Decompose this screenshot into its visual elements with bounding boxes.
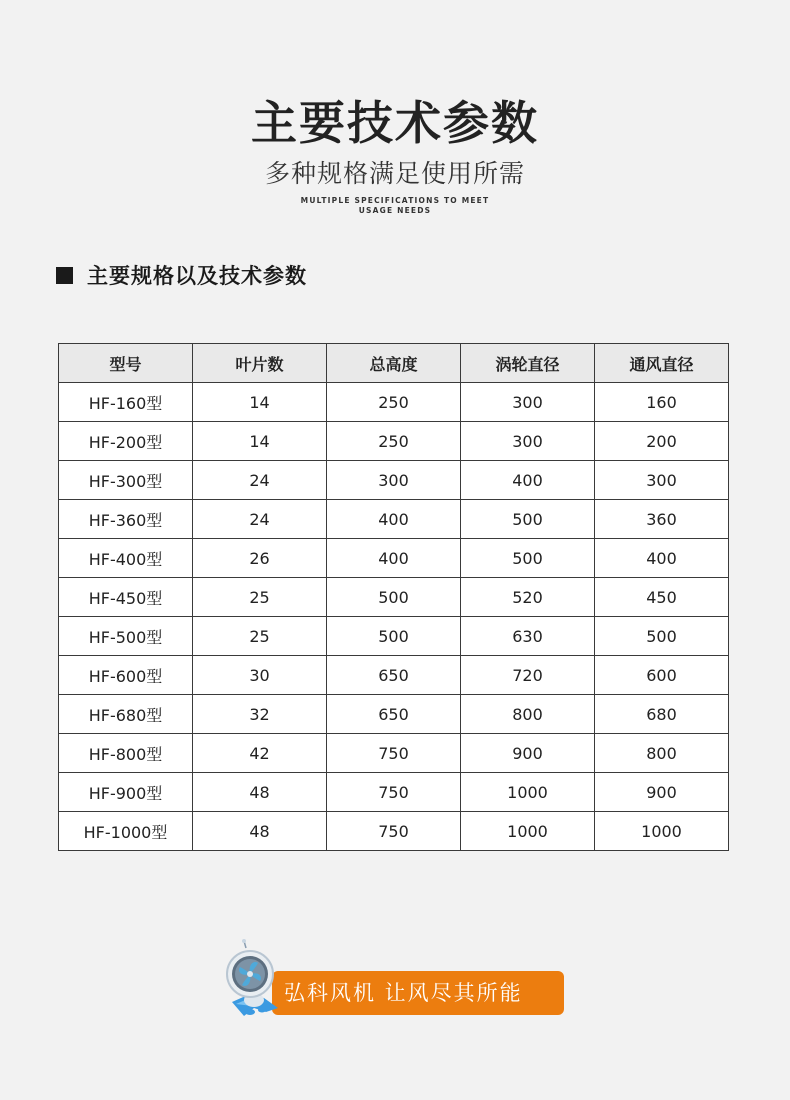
cell-blades: 14 bbox=[193, 422, 327, 461]
cell-turbine-diameter: 300 bbox=[461, 383, 595, 422]
cell-blades: 24 bbox=[193, 461, 327, 500]
slogan-text: 弘科风机 让风尽其所能 bbox=[284, 981, 523, 1005]
table-row bbox=[59, 695, 729, 734]
cell-vent-diameter: 900 bbox=[595, 773, 729, 812]
cell-blades: 24 bbox=[193, 500, 327, 539]
section-heading-text: 主要规格以及技术参数 bbox=[87, 264, 307, 288]
spec-table bbox=[58, 343, 729, 851]
cell-height: 400 bbox=[327, 539, 461, 578]
section-heading bbox=[56, 260, 307, 290]
page-title: 主要技术参数 bbox=[251, 96, 539, 150]
cell-turbine-diameter: 300 bbox=[461, 422, 595, 461]
cell-height: 250 bbox=[327, 422, 461, 461]
header-cell-height: 总高度 bbox=[327, 344, 461, 383]
cell-height: 750 bbox=[327, 812, 461, 851]
table-row bbox=[59, 383, 729, 422]
cell-vent-diameter: 160 bbox=[595, 383, 729, 422]
table-row bbox=[59, 422, 729, 461]
cell-blades: 30 bbox=[193, 656, 327, 695]
table-row bbox=[59, 539, 729, 578]
cell-blades: 25 bbox=[193, 578, 327, 617]
cell-model: HF-800型 bbox=[59, 734, 193, 773]
header-cell-model: 型号 bbox=[59, 344, 193, 383]
cell-vent-diameter: 1000 bbox=[595, 812, 729, 851]
cell-turbine-diameter: 630 bbox=[461, 617, 595, 656]
cell-model: HF-900型 bbox=[59, 773, 193, 812]
cell-model: HF-160型 bbox=[59, 383, 193, 422]
table-row bbox=[59, 812, 729, 851]
cell-blades: 48 bbox=[193, 773, 327, 812]
cell-height: 300 bbox=[327, 461, 461, 500]
cell-turbine-diameter: 500 bbox=[461, 500, 595, 539]
english-subtitle bbox=[0, 196, 790, 216]
cell-vent-diameter: 360 bbox=[595, 500, 729, 539]
cell-model: HF-600型 bbox=[59, 656, 193, 695]
cell-model: HF-500型 bbox=[59, 617, 193, 656]
cell-turbine-diameter: 1000 bbox=[461, 773, 595, 812]
cell-vent-diameter: 400 bbox=[595, 539, 729, 578]
cell-turbine-diameter: 1000 bbox=[461, 812, 595, 851]
cell-model: HF-400型 bbox=[59, 539, 193, 578]
cell-vent-diameter: 300 bbox=[595, 461, 729, 500]
cell-height: 500 bbox=[327, 617, 461, 656]
table-row bbox=[59, 500, 729, 539]
english-subtitle-line-2: USAGE NEEDS bbox=[358, 206, 432, 215]
cell-blades: 32 bbox=[193, 695, 327, 734]
table-row bbox=[59, 461, 729, 500]
cell-blades: 25 bbox=[193, 617, 327, 656]
cell-model: HF-680型 bbox=[59, 695, 193, 734]
cell-height: 650 bbox=[327, 656, 461, 695]
table-row bbox=[59, 578, 729, 617]
cell-turbine-diameter: 500 bbox=[461, 539, 595, 578]
cell-vent-diameter: 500 bbox=[595, 617, 729, 656]
cell-vent-diameter: 200 bbox=[595, 422, 729, 461]
cell-vent-diameter: 600 bbox=[595, 656, 729, 695]
english-subtitle-line-1: MULTIPLE SPECIFICATIONS TO MEET bbox=[300, 196, 490, 205]
cell-turbine-diameter: 520 bbox=[461, 578, 595, 617]
cell-height: 750 bbox=[327, 773, 461, 812]
cell-height: 650 bbox=[327, 695, 461, 734]
cell-turbine-diameter: 800 bbox=[461, 695, 595, 734]
cell-height: 500 bbox=[327, 578, 461, 617]
cell-model: HF-300型 bbox=[59, 461, 193, 500]
brand-slogan-badge bbox=[226, 938, 566, 1020]
cell-turbine-diameter: 900 bbox=[461, 734, 595, 773]
cell-model: HF-450型 bbox=[59, 578, 193, 617]
table-row bbox=[59, 617, 729, 656]
page-subtitle: 多种规格满足使用所需 bbox=[264, 159, 525, 188]
table-header-row bbox=[59, 344, 729, 383]
cell-turbine-diameter: 720 bbox=[461, 656, 595, 695]
table-row bbox=[59, 734, 729, 773]
cell-model: HF-360型 bbox=[59, 500, 193, 539]
cell-vent-diameter: 800 bbox=[595, 734, 729, 773]
cell-blades: 14 bbox=[193, 383, 327, 422]
cell-model: HF-1000型 bbox=[59, 812, 193, 851]
section-square-icon bbox=[56, 267, 73, 284]
cell-blades: 42 bbox=[193, 734, 327, 773]
header-cell-turbine-diameter: 涡轮直径 bbox=[461, 344, 595, 383]
cell-height: 400 bbox=[327, 500, 461, 539]
cell-blades: 48 bbox=[193, 812, 327, 851]
cell-vent-diameter: 450 bbox=[595, 578, 729, 617]
cell-height: 250 bbox=[327, 383, 461, 422]
cell-vent-diameter: 680 bbox=[595, 695, 729, 734]
cell-model: HF-200型 bbox=[59, 422, 193, 461]
cell-height: 750 bbox=[327, 734, 461, 773]
header-cell-blades: 叶片数 bbox=[193, 344, 327, 383]
fan-mascot-icon bbox=[226, 938, 288, 1020]
cell-blades: 26 bbox=[193, 539, 327, 578]
table-row bbox=[59, 656, 729, 695]
header-cell-vent-diameter: 通风直径 bbox=[595, 344, 729, 383]
table-row bbox=[59, 773, 729, 812]
cell-turbine-diameter: 400 bbox=[461, 461, 595, 500]
